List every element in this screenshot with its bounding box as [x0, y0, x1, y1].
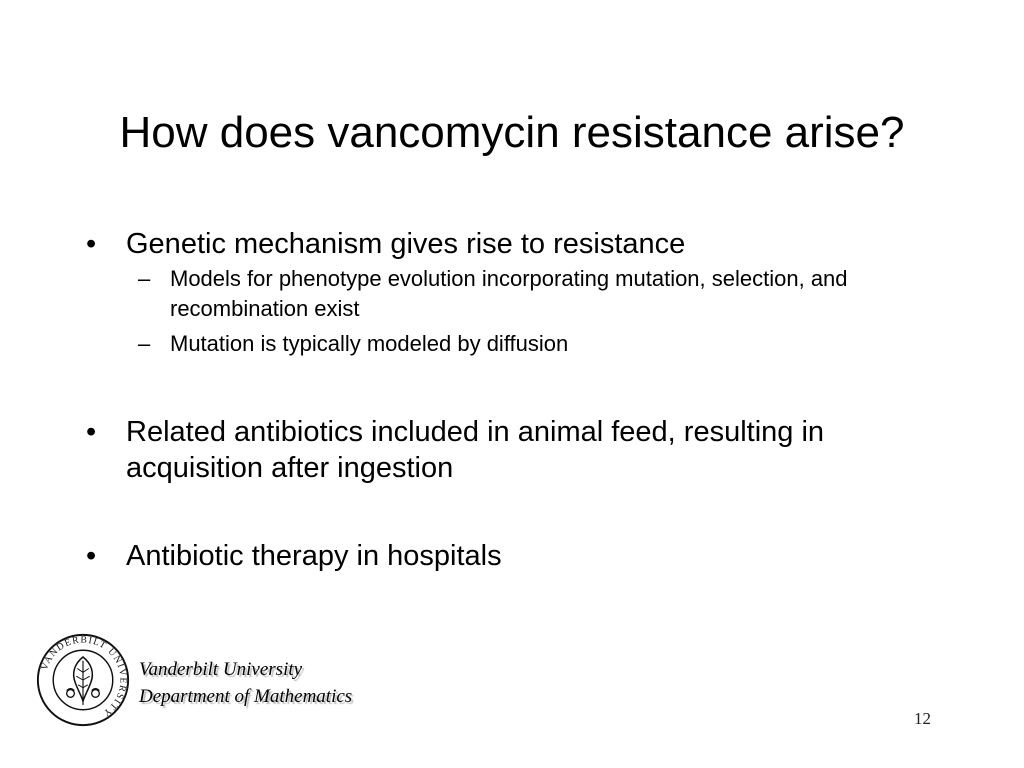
- sub-bullet-item: [126, 329, 890, 359]
- bullet-glyph: •: [86, 416, 97, 448]
- bullet-item: [86, 226, 966, 359]
- sub-bullet-glyph: –: [138, 266, 151, 291]
- bullet-item: [86, 538, 966, 574]
- footer-institution: [139, 656, 352, 710]
- university-seal-logo: [35, 632, 131, 728]
- bullet-list: [86, 226, 966, 574]
- bullet-glyph: •: [86, 540, 97, 572]
- footer-university: Vanderbilt University: [139, 659, 303, 680]
- seal-text: VANDERBILT UNIVERSITY: [39, 634, 129, 720]
- bullet-item: [86, 414, 966, 486]
- sub-bullet-text: Models for phenotype evolution incorporating mutation, selection, and recombination exist: [170, 266, 848, 321]
- sub-bullet-item: [126, 264, 890, 324]
- footer-department: Department of Mathematics: [139, 686, 353, 707]
- sub-bullet-list: [126, 264, 966, 359]
- bullet-text: Genetic mechanism gives rise to resistance: [126, 228, 686, 260]
- bullet-text: Antibiotic therapy in hospitals: [126, 540, 502, 572]
- bullet-glyph: •: [86, 228, 97, 260]
- sub-bullet-glyph: –: [138, 331, 151, 356]
- sub-bullet-text: Mutation is typically modeled by diffusion: [170, 331, 569, 356]
- slide-title: How does vancomycin resistance arise?: [119, 108, 905, 157]
- bullet-text: Related antibiotics included in animal feed, resulting in acquisition after ingestion: [126, 416, 825, 484]
- page-number: 12: [914, 709, 931, 728]
